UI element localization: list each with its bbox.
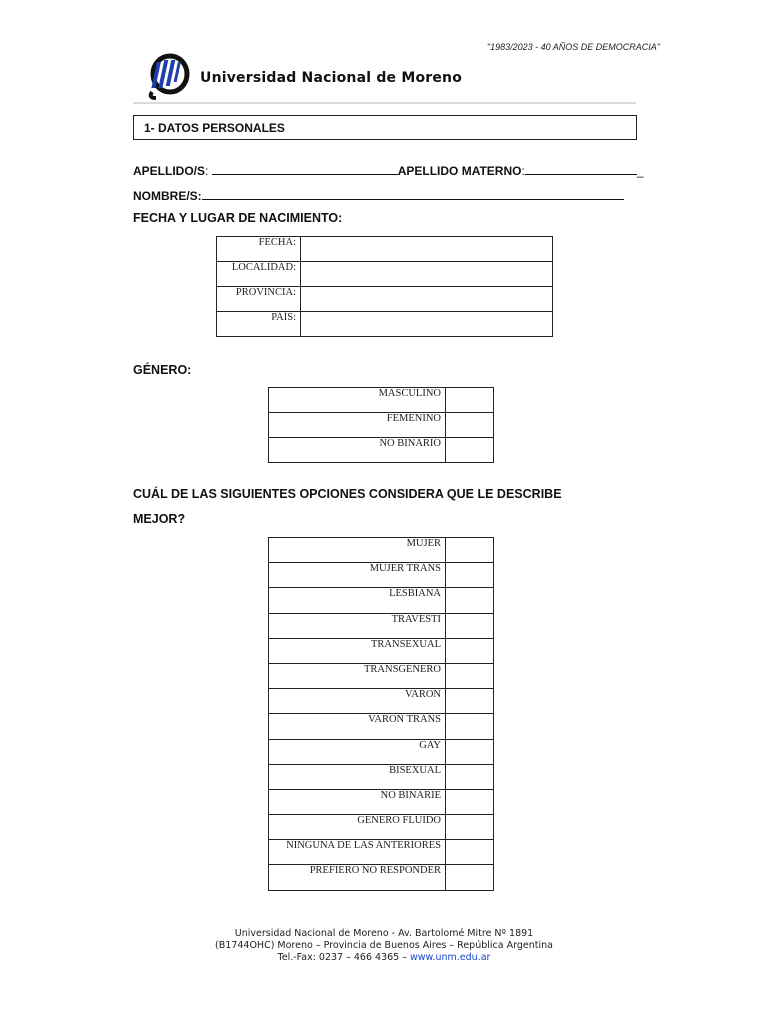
- describe-option-checkbox-cell[interactable]: [446, 714, 494, 739]
- genero-option-no-binario: NO BINARIO: [269, 438, 446, 463]
- section-title: 1- DATOS PERSONALES: [144, 121, 285, 135]
- nacimiento-table: [216, 236, 553, 337]
- apellido-colon: :: [205, 164, 209, 178]
- nacimiento-heading: FECHA Y LUGAR DE NACIMIENTO:: [133, 211, 343, 225]
- describe-heading-line2: MEJOR?: [133, 512, 186, 526]
- describe-option-checkbox-cell[interactable]: [446, 789, 494, 814]
- describe-option-label: TRANSGENERO: [269, 663, 446, 688]
- describe-row: [269, 815, 494, 840]
- describe-option-label: MUJER: [269, 538, 446, 563]
- describe-row: [269, 638, 494, 663]
- nacimiento-label-provincia: PROVINCIA:: [217, 287, 301, 312]
- describe-option-checkbox-cell[interactable]: [446, 840, 494, 865]
- describe-option-checkbox-cell[interactable]: [446, 689, 494, 714]
- describe-row: [269, 663, 494, 688]
- describe-row: [269, 689, 494, 714]
- university-name: Universidad Nacional de Moreno: [200, 70, 463, 86]
- nacimiento-label-fecha: FECHA:: [217, 237, 301, 262]
- describe-option-label: TRANSEXUAL: [269, 638, 446, 663]
- describe-row: [269, 714, 494, 739]
- describe-row: [269, 865, 494, 890]
- footer: [150, 928, 618, 964]
- describe-option-checkbox-cell[interactable]: [446, 739, 494, 764]
- describe-option-label: NINGUNA DE LAS ANTERIORES: [269, 840, 446, 865]
- website-link[interactable]: www.unm.edu.ar: [410, 952, 491, 963]
- apellido-materno-colon: :: [521, 164, 525, 178]
- genero-table: [268, 387, 494, 463]
- describe-row: [269, 588, 494, 613]
- describe-row: [269, 739, 494, 764]
- describe-heading-line1: CUÁL DE LAS SIGUIENTES OPCIONES CONSIDERA QUE LE DESCRIBE: [133, 487, 562, 501]
- apellido-materno-tail: _: [636, 164, 644, 178]
- apellido-row: [133, 162, 644, 178]
- apellido-label: APELLIDO/S: [133, 164, 206, 178]
- describe-option-label: VARON TRANS: [269, 714, 446, 739]
- describe-option-label: TRAVESTI: [269, 613, 446, 638]
- nacimiento-label-pais: PAÍS:: [217, 312, 301, 337]
- fecha-input-cell[interactable]: [301, 237, 553, 262]
- localidad-input-cell[interactable]: [301, 262, 553, 287]
- describe-row: [269, 563, 494, 588]
- describe-row: [269, 789, 494, 814]
- genero-option-masculino: MASCULINO: [269, 388, 446, 413]
- genero-option-femenino: FEMENINO: [269, 413, 446, 438]
- nombre-label: NOMBRE/S:: [133, 189, 202, 203]
- describe-option-checkbox-cell[interactable]: [446, 663, 494, 688]
- masculino-checkbox-cell[interactable]: [446, 388, 494, 413]
- describe-option-checkbox-cell[interactable]: [446, 865, 494, 890]
- describe-table: [268, 537, 494, 891]
- describe-option-checkbox-cell[interactable]: [446, 764, 494, 789]
- describe-row: [269, 538, 494, 563]
- apellido-field[interactable]: [212, 162, 398, 175]
- no-binario-checkbox-cell[interactable]: [446, 438, 494, 463]
- democracy-tagline: "1983/2023 - 40 AÑOS DE DEMOCRACIA": [486, 42, 660, 52]
- describe-option-label: NO BINARIE: [269, 789, 446, 814]
- describe-option-label: VARON: [269, 689, 446, 714]
- nombre-field[interactable]: [202, 187, 624, 200]
- describe-option-checkbox-cell[interactable]: [446, 613, 494, 638]
- apellido-materno-field[interactable]: [525, 162, 637, 175]
- describe-option-label: BISEXUAL: [269, 764, 446, 789]
- footer-contact: [150, 952, 618, 964]
- nacimiento-label-localidad: LOCALIDAD:: [217, 262, 301, 287]
- describe-option-label: LESBIANA: [269, 588, 446, 613]
- provincia-input-cell[interactable]: [301, 287, 553, 312]
- describe-option-checkbox-cell[interactable]: [446, 638, 494, 663]
- unm-logo-icon: [146, 52, 190, 100]
- genero-heading: GÉNERO:: [133, 363, 192, 377]
- describe-row: [269, 613, 494, 638]
- describe-option-label: GENERO FLUIDO: [269, 815, 446, 840]
- describe-option-label: MUJER TRANS: [269, 563, 446, 588]
- describe-option-checkbox-cell[interactable]: [446, 538, 494, 563]
- describe-option-label: PREFIERO NO RESPONDER: [269, 865, 446, 890]
- nombre-row: [133, 187, 624, 203]
- footer-address: Universidad Nacional de Moreno - Av. Bartolomé Mitre Nº 1891: [234, 928, 534, 939]
- section-title-box: [133, 115, 637, 140]
- describe-option-checkbox-cell[interactable]: [446, 815, 494, 840]
- femenino-checkbox-cell[interactable]: [446, 413, 494, 438]
- describe-row: [269, 764, 494, 789]
- footer-phone: Tel.-Fax: 0237 – 466 4365 –: [277, 952, 411, 963]
- apellido-materno-label: APELLIDO MATERNO: [397, 164, 522, 178]
- describe-option-checkbox-cell[interactable]: [446, 588, 494, 613]
- describe-row: [269, 840, 494, 865]
- describe-option-label: GAY: [269, 739, 446, 764]
- pais-input-cell[interactable]: [301, 312, 553, 337]
- header-divider: [133, 102, 636, 104]
- describe-option-checkbox-cell[interactable]: [446, 563, 494, 588]
- footer-location: (B1744OHC) Moreno – Provincia de Buenos Aires – República Argentina: [215, 940, 553, 951]
